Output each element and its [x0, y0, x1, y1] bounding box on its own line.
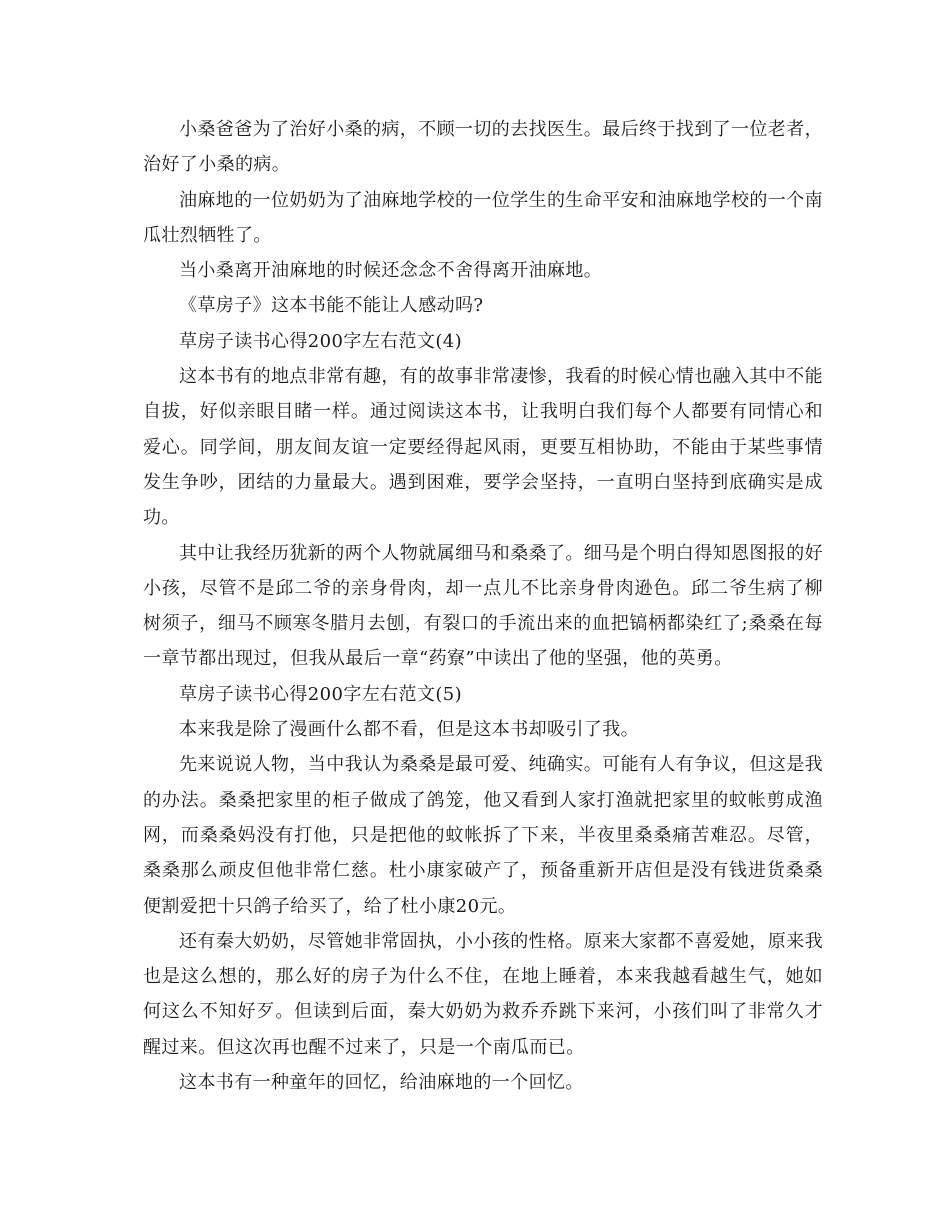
section-heading: 草房子读书心得200字左右范文(4)	[179, 330, 463, 352]
paragraph: 这本书有的地点非常有趣，有的故事非常凄惨，我看的时候心情也融入其中不能自拔，好似亲眼目睹一样。通过阅读这本书，让我明白我们每个人都要有同情心和爱心。同学间，朋友间友谊一定要经得起风雨，更要互相协助，不能由于某些事情发生争吵，团结的力量最大。遇到困难，要学会坚持，一直明白坚持到底确实是成功。	[143, 366, 823, 529]
paragraph: 小桑爸爸为了治好小桑的病，不顾一切的去找医生。最后终于找到了一位老者，治好了小桑的病。	[143, 119, 823, 176]
paragraph: 这本书有一种童年的回忆，给油麻地的一个回忆。	[179, 1072, 584, 1094]
paragraph: 油麻地的一位奶奶为了油麻地学校的一位学生的生命平安和油麻地学校的一个南瓜壮烈牺牲了。	[143, 189, 823, 246]
paragraph: 还有秦大奶奶，尽管她非常固执，小小孩的性格。原来大家都不喜爱她，原来我也是这么想的，那么好的房子为什么不住，在地上睡着，本来我越看越生气，她如何这么不知好歹。但读到后面，秦大奶奶为救乔乔跳下来河，小孩们叫了非常久才醒过来。但这次再也醒不过来了，只是一个南瓜而已。	[143, 930, 823, 1058]
paragraph: 本来我是除了漫画什么都不看，但是这本书却吸引了我。	[179, 719, 639, 741]
document-body	[143, 112, 823, 1100]
paragraph: 《草房子》这本书能不能让人感动吗?	[179, 295, 484, 317]
section-heading: 草房子读书心得200字左右范文(5)	[179, 683, 463, 705]
paragraph: 当小桑离开油麻地的时候还念念不舍得离开油麻地。	[179, 260, 603, 282]
paragraph: 其中让我经历犹新的两个人物就属细马和桑桑了。细马是个明白得知恩图报的好小孩，尽管不是邱二爷的亲身骨肉，却一点儿不比亲身骨肉逊色。邱二爷生病了柳树须子，细马不顾寒冬腊月去刨，有裂口的手流出来的血把镐柄都染红了;桑桑在每一章节都出现过，但我从最后一章“药寮”中读出了他的坚强，他的英勇。	[143, 542, 823, 670]
paragraph: 先来说说人物，当中我认为桑桑是最可爱、纯确实。可能有人有争议，但这是我的办法。桑桑把家里的柜子做成了鸽笼，他又看到人家打渔就把家里的蚊帐剪成渔网，而桑桑妈没有打他，只是把他的蚊帐拆了下来，半夜里桑桑痛苦难忍。尽管，桑桑那么顽皮但他非常仁慈。杜小康家破产了，预备重新开店但是没有钱进货桑桑便割爱把十只鸽子给买了，给了杜小康20元。	[143, 754, 823, 917]
